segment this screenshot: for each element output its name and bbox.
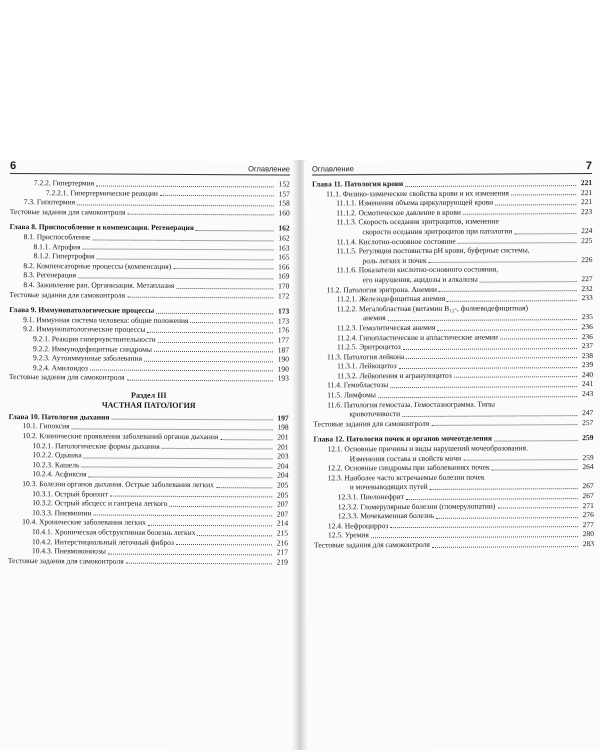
dot-leader	[89, 475, 273, 478]
dot-leader	[173, 267, 273, 270]
running-head-right	[312, 160, 592, 175]
toc-entry-title: 11.5. Лимфомы	[327, 390, 376, 400]
toc-entry-page: 157	[278, 189, 290, 199]
dot-leader	[431, 424, 577, 427]
toc-entry-title: 10.2. Клинические проявления заболеваний органов дыхания	[22, 431, 219, 442]
toc-entry-title: 12.1. Основные причины и виды нарушений мочеобразования.	[327, 443, 528, 454]
dot-leader	[110, 495, 272, 498]
dot-leader	[93, 514, 272, 517]
running-title: Оглавление	[312, 164, 354, 174]
dot-leader	[156, 312, 273, 315]
dot-leader	[405, 184, 576, 187]
toc-entry-title: 9.1. Иммунная система человека: общие положения	[23, 314, 189, 325]
toc-entry[interactable]	[10, 207, 290, 218]
toc-entry-title-continued: его нарушения, ацидозы и алкалозы	[362, 274, 478, 285]
toc-entry-page: 233	[581, 293, 593, 303]
dot-leader	[196, 229, 274, 231]
toc-entry-title: 10.4.2. Интерстициальный легочный фиброз	[31, 536, 174, 547]
toc-entry-page: 165	[278, 252, 290, 262]
dot-leader	[78, 276, 273, 279]
toc-entry-page: 204	[277, 461, 289, 471]
toc-entry-title: 10.2.3. Кашель	[32, 460, 80, 470]
toc-entry-title: 11.3.2. Лейкопения и агранулоцитоз	[337, 370, 452, 381]
toc-entry-title: 10.3.3. Пневмонии	[32, 507, 92, 518]
toc-entry-title: 10.2.2. Одышка	[32, 450, 82, 460]
toc-entry-page: 225	[581, 235, 593, 245]
toc-entry-page: 283	[582, 539, 595, 549]
toc-entry-title: 12.3.2. Гломерулярные болезни (гломерулопатии)	[337, 501, 496, 511]
toc-entry-title: 7.3. Гипотермия	[23, 197, 76, 207]
toc-entry-title: 11.1.4. Кислотно-основное состояние	[336, 236, 456, 246]
toc-entry-page: 241	[581, 379, 594, 389]
toc-entry-page: 204	[277, 470, 289, 480]
toc-entry-title: 11.2.5. Эритроцитоз	[336, 342, 401, 352]
toc-entry-title: 11.2.1. Железодефицитная анемия	[336, 293, 446, 304]
toc-entry-page: 235	[581, 312, 593, 322]
running-head-left	[10, 160, 290, 175]
toc-entry-page: 190	[277, 354, 289, 364]
dot-leader	[447, 299, 577, 302]
toc-entry-page: 176	[277, 325, 290, 335]
dot-leader	[162, 447, 273, 450]
toc-entry-page: 237	[581, 341, 593, 351]
toc-entry-title-continued: кровоточивости	[349, 409, 401, 419]
toc-entry-page: 257	[582, 417, 594, 427]
toc-entry-page: 205	[277, 480, 289, 490]
toc-entry-page: 226	[581, 254, 593, 264]
toc-entry-page: 236	[581, 321, 593, 332]
toc-entry-title: 8.1. Приспособление	[23, 232, 91, 242]
toc-entry-page: 205	[276, 490, 289, 500]
toc-entry-title: 12.2. Основные синдромы при заболеваниях почек	[327, 462, 490, 473]
toc-entry-title-continued: Изменения состава и свойств мочи	[349, 453, 462, 463]
toc-entry-page: 203	[277, 451, 289, 461]
toc-entry-title: 10.3. Болезни органов дыхания. Острые заболевания легких	[22, 479, 214, 490]
dot-leader	[126, 562, 272, 565]
dot-leader	[83, 248, 274, 251]
dot-leader	[169, 505, 272, 508]
toc-entry-page: 277	[582, 519, 594, 529]
toc-entry-title: 9.2.1. Реакции гиперчувствительности	[33, 334, 156, 344]
toc-entry-title: 8.4. Заживление ран. Организация. Метаплазия	[23, 280, 175, 290]
toc-entry-page: 232	[581, 283, 593, 293]
toc-entry-page: 197	[277, 413, 289, 423]
toc-entry-title: 11.2. Патология эритрона. Анемии	[326, 284, 438, 294]
toc-entry-page: 152	[278, 179, 290, 189]
toc-entry-page: 227	[581, 273, 593, 284]
toc-entry-title: 11.4. Гемобластозы	[327, 380, 389, 390]
toc-entry-page: 216	[276, 538, 289, 548]
toc-entry[interactable]	[9, 290, 289, 301]
toc-entry-title: Глава 12. Патология почек и органов мочеотделения	[313, 434, 492, 444]
dot-leader	[81, 466, 272, 469]
toc-entry-title: 10.2.4. Асфиксия	[32, 469, 87, 479]
dot-leader	[514, 232, 576, 234]
dot-leader	[494, 439, 578, 441]
toc-entry-page: 173	[277, 316, 290, 326]
dot-leader	[495, 203, 576, 205]
toc-entry-page: 187	[277, 344, 290, 355]
dot-leader	[111, 418, 272, 421]
toc-entry-title: 10.4.1. Хроническая обструктивная болезнь легких	[32, 527, 196, 538]
dot-leader	[378, 395, 577, 398]
toc-entry-page: 190	[277, 364, 289, 374]
toc-entry-title: 11.2.3. Гемолитическая анемия	[336, 322, 436, 333]
dot-leader	[158, 340, 273, 343]
dot-leader	[463, 458, 577, 461]
toc-list-left	[8, 178, 290, 567]
dot-leader	[402, 414, 577, 417]
toc-entry-page: 267	[582, 481, 594, 491]
section-label: Раздел III	[131, 390, 167, 400]
dot-leader	[436, 516, 578, 519]
toc-entry-page: 215	[276, 528, 289, 538]
toc-entry-page: 207	[276, 509, 289, 519]
toc-entry-title: 11.2.4. Гипопластические и апластические анемии	[336, 332, 498, 342]
toc-entry-title: 8.1.2. Гипертрофия	[33, 251, 95, 261]
toc-entry-title: Тестовые задания для самоконтроля	[8, 372, 125, 382]
dot-leader	[430, 487, 578, 490]
toc-entry-page: 193	[277, 373, 289, 383]
dot-leader	[127, 296, 273, 299]
toc-entry-title: 10.3.1. Острый бронхит	[32, 488, 108, 499]
dot-leader	[127, 379, 273, 382]
dot-leader	[144, 359, 273, 362]
dot-leader	[92, 238, 273, 241]
toc-entry-title: Глава 8. Приспособление и компенсация. Регенерация	[9, 222, 194, 233]
toc-entry-title: Тестовые задания для самоконтроля	[7, 555, 124, 566]
toc-entry-page: 166	[278, 262, 290, 272]
toc-entry-page: 201	[277, 442, 289, 452]
dot-leader	[197, 534, 272, 536]
dot-leader	[220, 438, 272, 440]
toc-entry-page: 163	[278, 243, 290, 253]
toc-entry-page: 160	[278, 208, 290, 218]
dot-leader	[148, 524, 272, 527]
toc-entry-title: Глава 10. Патология дыхания	[8, 411, 110, 422]
page-number: 7	[585, 160, 593, 173]
toc-entry-title: 11.1.3. Скорость оседания эритроцитов, изменение	[336, 216, 499, 227]
toc-entry-page: 221	[580, 197, 593, 207]
toc-entry-page: 177	[277, 335, 290, 345]
dot-leader	[216, 486, 272, 488]
toc-entry-title: 9.2.2. Иммунодефицитные синдромы	[32, 343, 152, 354]
dot-leader	[84, 456, 273, 459]
toc-entry-title-continued: скорости оседания эритроцитов при патологии	[362, 226, 513, 237]
toc-entry-title: 11.6. Патология гемостаза. Гемостазиограмма. Типы	[327, 399, 495, 410]
toc-entry-page: 259	[582, 452, 594, 462]
toc-entry-title-continued: анемия	[362, 313, 386, 323]
toc-entry-title: Тестовые задания для самоконтроля	[9, 289, 126, 300]
dot-leader	[154, 350, 273, 353]
dot-leader	[127, 213, 273, 216]
toc-entry-page: 221	[580, 187, 593, 197]
toc-entry-title: 8.3. Регенерация	[23, 270, 77, 280]
toc-entry-page: 271	[582, 500, 594, 510]
toc-entry-page: 276	[582, 510, 594, 520]
toc-entry-page: 240	[581, 369, 594, 379]
dot-leader	[511, 193, 576, 195]
toc-entry-title: 10.4.3. Пневмокониозы	[31, 546, 106, 556]
toc-entry-page: 239	[581, 360, 594, 370]
toc-entry-page: 201	[277, 432, 289, 442]
toc-entry-title: 8.1.1. Атрофия	[33, 241, 81, 251]
toc-entry-page: 280	[582, 529, 594, 539]
dot-leader	[190, 321, 273, 323]
dot-leader	[72, 427, 273, 430]
dot-leader	[406, 356, 577, 359]
toc-entry-title: Тестовые задания для самоконтроля	[313, 418, 430, 429]
toc-entry-title: 12.3.3. Мочекаменная болезнь	[337, 511, 435, 521]
dot-leader	[390, 385, 577, 388]
right-page	[304, 160, 600, 752]
toc-entry-title: 11.1.2. Осмотическое давление в крови	[336, 207, 461, 218]
toc-entry[interactable]	[313, 418, 593, 429]
dot-leader	[439, 289, 577, 292]
toc-entry-title: Тестовые задания для самоконтроля	[313, 539, 430, 550]
dot-leader	[500, 337, 577, 339]
toc-entry-title: 10.2.1. Патологические формы дыхания	[32, 440, 160, 451]
toc-entry-page: 238	[581, 350, 594, 360]
dot-leader	[492, 468, 578, 470]
toc-entry-title: 7.2.2.1. Гипертермические реакции	[45, 187, 158, 198]
toc-entry-page: 247	[582, 408, 594, 418]
toc-entry-page: 264	[582, 462, 594, 472]
toc-entry-title: 9.2.4. Амилоидоз	[32, 362, 88, 373]
toc-entry-title: Глава 11. Патология крови	[312, 179, 404, 189]
toc-entry[interactable]	[8, 556, 288, 567]
toc-entry-page: 224	[581, 226, 593, 236]
toc-list-right	[312, 178, 594, 550]
toc-entry-page: 214	[276, 518, 289, 528]
toc-entry-page: 198	[277, 422, 289, 432]
toc-entry-page: 207	[276, 499, 289, 509]
dot-leader	[497, 506, 577, 508]
toc-entry-page: 221	[580, 178, 593, 188]
dot-leader	[429, 260, 577, 263]
dot-leader	[388, 318, 577, 321]
dot-leader	[96, 257, 273, 260]
toc-entry-title: 12.3. Наиболее часто встречаемые болезни почек	[327, 472, 485, 483]
toc-entry-title: 10.1. Гипоксия	[22, 421, 70, 431]
toc-entry[interactable]	[9, 372, 289, 383]
dot-leader	[399, 366, 577, 369]
dot-leader	[176, 286, 273, 289]
dot-leader	[96, 184, 274, 187]
toc-entry-title: 7.2.2. Гипертермия	[33, 178, 95, 188]
dot-leader	[147, 331, 273, 334]
toc-entry-title: 11.1.1. Изменения объема циркулирующей крови	[336, 197, 494, 208]
toc-entry-title: 12.3.1. Пиелонефрит	[337, 492, 404, 502]
toc-entry-title: 10.4. Хронические заболевания легких	[22, 517, 146, 528]
dot-leader	[160, 194, 274, 197]
dot-leader	[108, 552, 272, 555]
section-heading: ЧАСТНАЯ ПАТОЛОГИЯ	[101, 400, 196, 410]
toc-entry-title: 11.1.6. Показатели кислотно-основного состояния,	[336, 264, 499, 275]
toc-entry-title: 11.1.5. Регуляция постоянства pH крови, буферные системы,	[336, 245, 530, 256]
toc-entry-title: 12.4. Нефроцирроз	[327, 520, 389, 531]
toc-entry-page: 169	[278, 271, 290, 281]
toc-entry-page: 236	[581, 331, 593, 341]
toc-entry-page: 267	[582, 491, 594, 501]
dot-leader	[406, 497, 578, 500]
toc-entry-page: 158	[278, 198, 290, 208]
toc-entry-title: 9.2.3. Аутоиммунные заболевания	[32, 353, 143, 363]
toc-entry-page: 173	[277, 306, 290, 316]
running-title: Оглавление	[248, 164, 290, 174]
dot-leader	[176, 543, 272, 546]
toc-entry-title: 11.1. Физико-химические свойства крови и их изменения	[326, 188, 509, 199]
toc-entry-page: 243	[581, 389, 594, 399]
toc-entry-title-continued: роль легких и почек	[362, 255, 427, 265]
dot-leader	[437, 328, 577, 331]
toc-entry-title: 12.5. Уремия	[327, 530, 369, 540]
page-number: 6	[9, 160, 17, 173]
toc-entry-title: Тестовые задания для самоконтроля	[9, 206, 126, 217]
dot-leader	[403, 347, 577, 350]
toc-entry[interactable]	[314, 539, 594, 550]
toc-entry-title: Глава 9. Иммунопатологические процессы	[9, 305, 155, 315]
toc-entry-page: 259	[582, 433, 594, 443]
toc-entry-title: 10.3.2. Острый абсцесс и гангрена легкого	[32, 498, 168, 509]
toc-entry-page: 223	[580, 206, 593, 216]
toc-entry-title: 11.2.2. Мегалобластная (витамин B₁₂-, фолиеводефицитная)	[336, 303, 529, 314]
dot-leader	[454, 376, 577, 379]
dot-leader	[480, 280, 577, 283]
dot-leader	[390, 525, 578, 528]
toc-entry-page: 217	[276, 547, 288, 557]
toc-entry-title: 9.2. Иммунопатологические процессы	[23, 324, 146, 335]
toc-entry-title-continued: и мочевыводящих путей	[349, 482, 428, 492]
toc-entry-page: 162	[278, 223, 290, 233]
toc-entry-page: 162	[278, 233, 290, 243]
toc-entry-page: 172	[278, 290, 290, 301]
toc-entry-title: 11.3.1. Лейкоцитоз	[337, 361, 397, 371]
dot-leader	[90, 369, 273, 372]
toc-entry-title: 11.3. Патология лейкона	[327, 351, 405, 362]
toc-entry-title: 8.2. Компенсаторные процессы (компенсация)	[23, 260, 172, 271]
dot-leader	[432, 545, 578, 548]
dot-leader	[371, 535, 578, 538]
dot-leader	[458, 241, 577, 244]
dot-leader	[77, 203, 274, 206]
left-page	[0, 160, 296, 752]
dot-leader	[463, 212, 576, 215]
toc-entry-page: 170	[278, 281, 290, 291]
toc-entry-page: 219	[276, 557, 288, 567]
